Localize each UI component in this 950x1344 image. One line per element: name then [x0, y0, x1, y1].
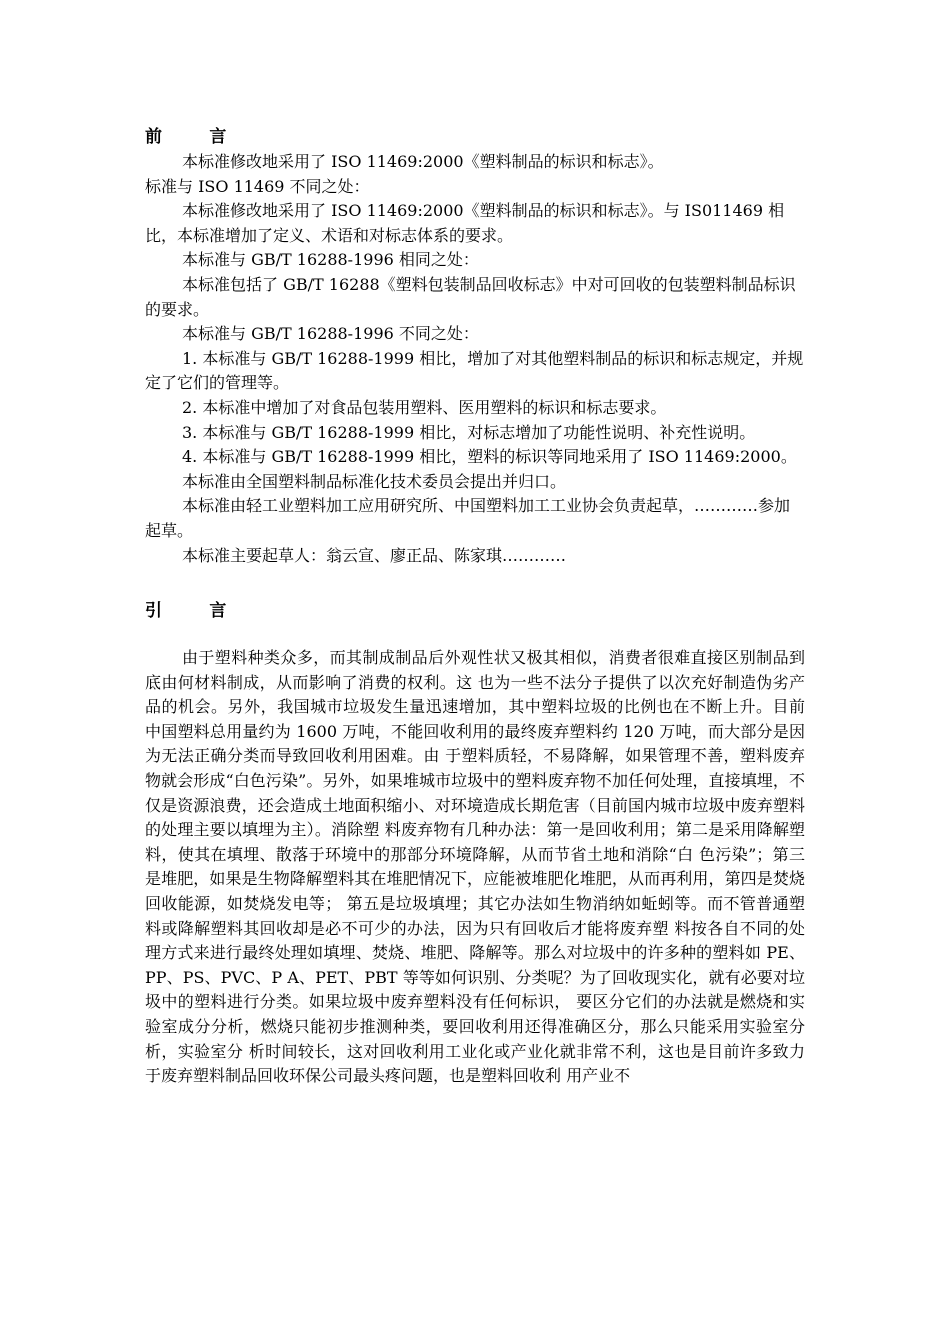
introduction-heading: 引 言 [145, 601, 227, 622]
foreword-paragraph: 本标准主要起草人：翁云宣、廖正品、陈家琪………… [182, 545, 567, 565]
foreword-list-item: 3. 本标准与 GB/T 16288-1999 相比，对标志增加了功能性说明、补充性说明。 [182, 422, 756, 442]
foreword-list-item: 2. 本标准中增加了对食品包装用塑料、医用塑料的标识和标志要求。 [182, 397, 667, 417]
foreword-paragraph: 本标准由全国塑料制品标准化技术委员会提出并归口。 [182, 471, 567, 491]
foreword-paragraph: 本标准修改地采用了 ISO 11469:2000《塑料制品的标识和标志》。与 IS011469 相比，本标准增加了定义、术语和对标志体系的要求。 [145, 201, 785, 245]
foreword-paragraph: 本标准与 GB/T 16288-1996 不同之处： [182, 324, 479, 344]
section-spacer [145, 568, 805, 598]
section-spacer [145, 624, 805, 646]
foreword-paragraph: 本标准修改地采用了 ISO 11469:2000《塑料制品的标识和标志》。 [182, 152, 664, 171]
foreword-paragraph: 本标准与 GB/T 16288-1996 相同之处： [182, 250, 479, 270]
foreword-list-item: 1. 本标准与 GB/T 16288-1999 相比，增加了对其他塑料制品的标识和标志规定，并规定了它们的管理等。 [145, 348, 804, 393]
foreword-list-item: 4. 本标准与 GB/T 16288-1999 相比，塑料的标识等同地采用了 ISO 11469:2000。 [182, 447, 797, 467]
foreword-paragraph: 本标准包括了 GB/T 16288《塑料包装制品回收标志》中对可回收的包装塑料制品标识的要求。 [145, 274, 796, 319]
foreword-heading: 前 言 [145, 127, 227, 147]
introduction-paragraph: 由于塑料种类众多，而其制成制品后外观性状又极其相似，消费者很难直接区别制品到底由何材料制成，从而影响了消费的权利。这 也为一些不法分子提供了以次充好制造伪劣产品的机会。另外，我国城市垃圾发生量迅速增加，其中塑料垃圾的比例也在不断上升。目前 中国塑料总用量约为 1600 万吨，不能回收利用的最终废弃塑料约 120 万吨，而大部分是因为无法正确分类而导致回收利用困难。由 于塑料质轻，不易降解，如果管理不善，塑料废弃物就会形成“白色污染”。另外，如果堆城市垃圾中的塑料废弃物不加任何处理，直接填埋，不仅是资源浪费，还会造成土地面积缩小、对环境造成长期危害（目前国内城市垃圾中废弃塑料的处理主要以填埋为主）。消除塑 料废弃物有几种办法：第一是回收利用；第二是采用降解塑料，使其在填埋、散落于环境中的那部分环境降解，从而节省土地和消除“白 色污染”；第三是堆肥，如果是生物降解塑料其在堆肥情况下，应能被堆肥化堆肥，从而再利用，第四是焚烧回收能源，如焚烧发电等； 第五是垃圾填埋；其它办法如生物消纳如蚯蚓等。而不管普通塑料或降解塑料其回收却是必不可少的办法，因为只有回收后才能将废弃塑 料按各自不同的处理方式来进行最终处理如填埋、焚烧、堆肥、降解等。那么对垃圾中的许多种的塑料如 PE、PP、PS、PVC、P A、PET、PBT 等等如何识别、分类呢？为了回收现实化，就有必要对垃圾中的塑料进行分类。如果垃圾中废弃塑料没有任何标识， 要区分它们的办法就是燃烧和实验室成分分析，燃烧只能初步推测种类，要回收利用还得准确区分，那么只能采用实验室分析，实验室分 析时间较长，这对回收利用工业化或产业化就非常不利，这也是目前许多致力于废弃塑料制品回收环保公司最头疼问题，也是塑料回收利 用产业不 [145, 648, 805, 1086]
foreword-paragraph: 标准与 ISO 11469 不同之处： [145, 176, 370, 196]
foreword-body [145, 150, 805, 568]
foreword-paragraph: 本标准由轻工业塑料加工应用研究所、中国塑料加工工业协会负责起草，…………参加起草。 [145, 496, 791, 540]
document-content [145, 124, 805, 1089]
